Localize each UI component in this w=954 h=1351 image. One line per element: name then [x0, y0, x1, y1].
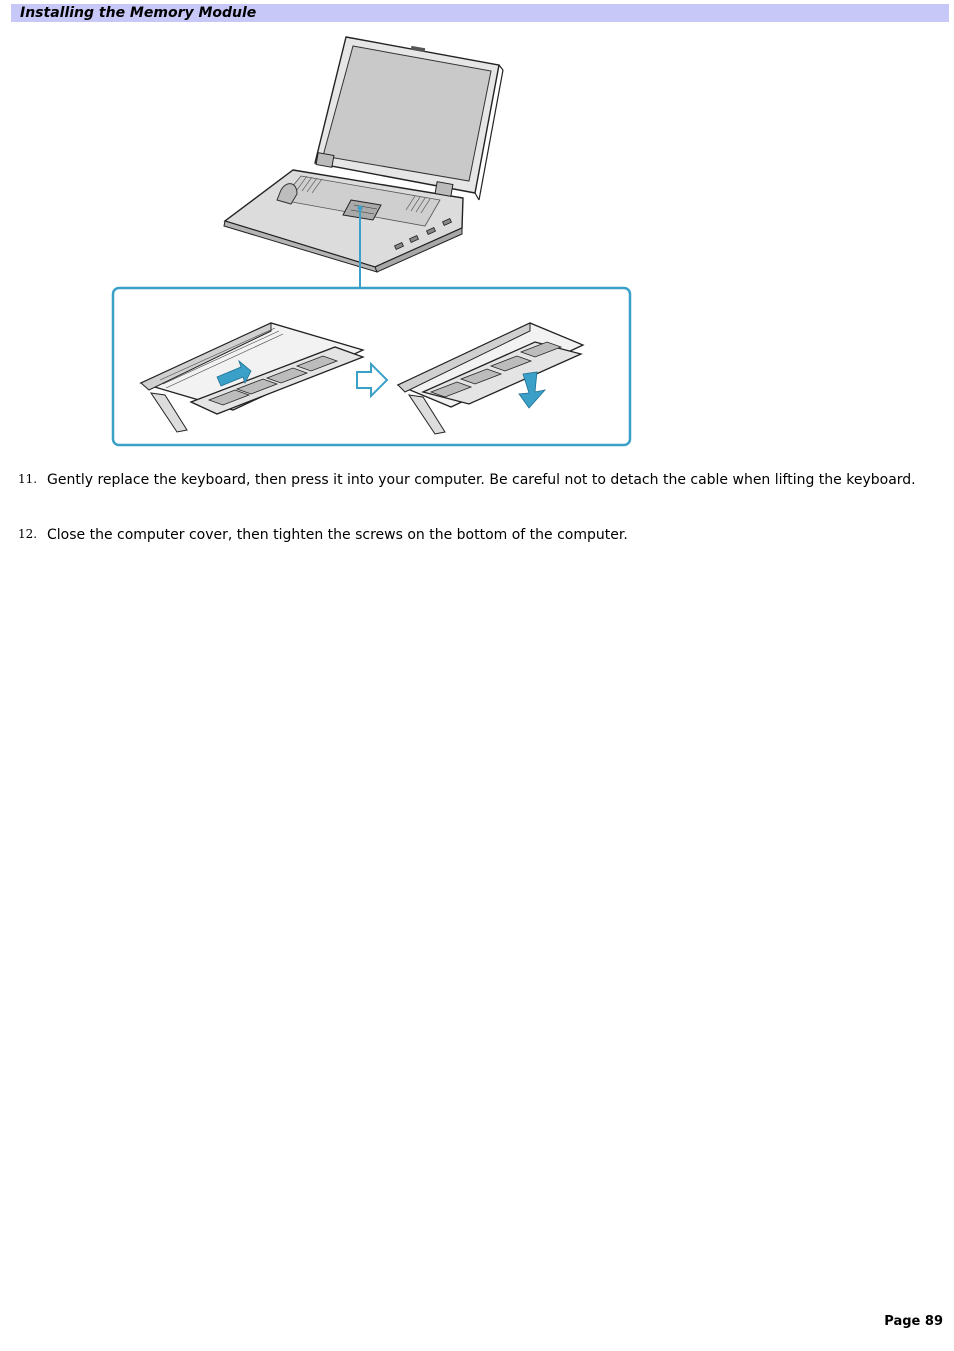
section-title: Installing the Memory Module	[20, 5, 257, 21]
laptop-screen-lid	[315, 37, 503, 200]
step-text: Gently replace the keyboard, then press it into your computer. Be careful not to detach the cable when lifting the keyboard.	[47, 472, 916, 488]
page-number: Page 89	[884, 1314, 943, 1329]
section-title-bar	[11, 4, 949, 22]
step-text: Close the computer cover, then tighten the screws on the bottom of the computer.	[47, 527, 628, 543]
step-item-12	[18, 526, 918, 548]
step-number: 12.	[18, 527, 38, 541]
step-item-11	[18, 471, 918, 511]
step-number: 11.	[18, 472, 38, 486]
next-step-arrow-icon	[357, 364, 387, 396]
module-press-detail	[398, 323, 583, 434]
memory-installation-illustration	[105, 30, 640, 450]
module-insert-detail	[141, 323, 363, 432]
